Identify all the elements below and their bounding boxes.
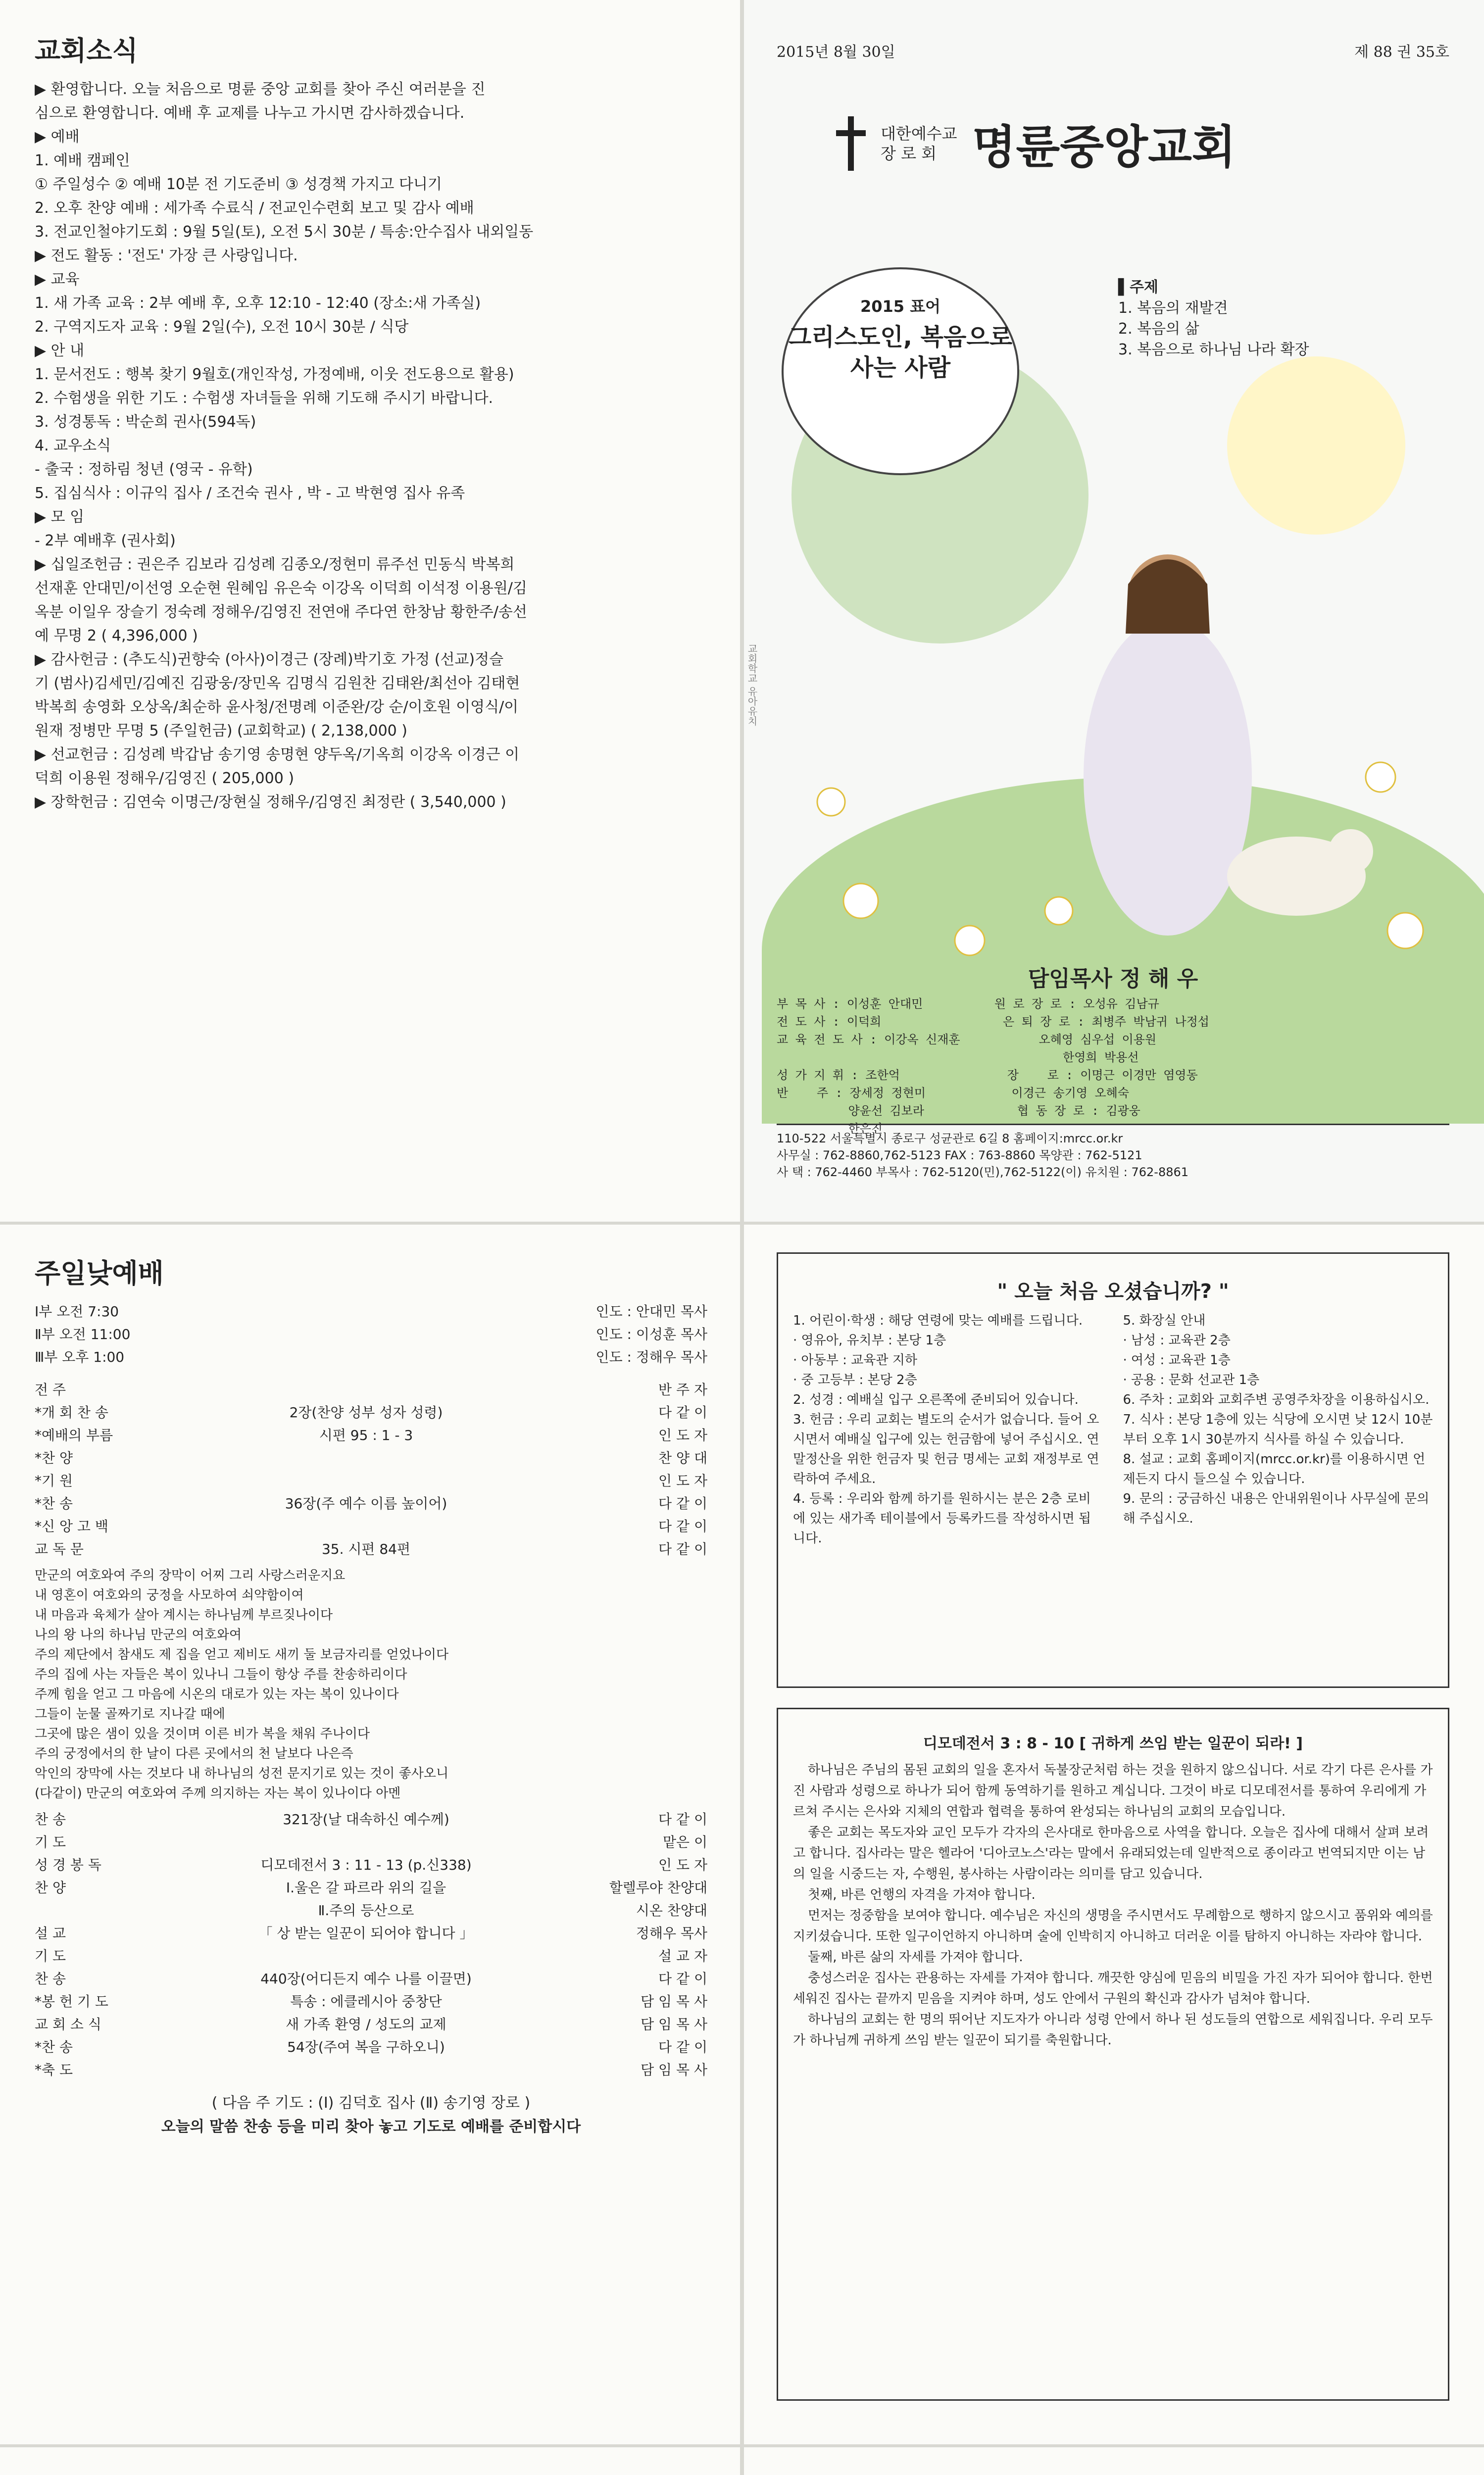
service-times xyxy=(35,1300,707,1369)
news-line: ▶ 모 임 xyxy=(35,508,85,526)
welcome-item: 6. 주차 : 교회와 교회주변 공영주차장을 이용하십시오. xyxy=(1123,1392,1430,1407)
order-row xyxy=(35,2036,707,2059)
fold-line xyxy=(740,0,744,2475)
service-leader: 인도 : 정해우 목사 xyxy=(595,1349,707,1365)
order-row xyxy=(35,1968,707,1990)
news-line: ▶ 선교헌금 : 김성례 박갑남 송기영 송명현 양두옥/기옥희 이강옥 이경근 이 xyxy=(35,746,520,763)
order-item: 설 교 xyxy=(35,1925,66,1941)
order-leader: 설 교 자 xyxy=(658,1948,707,1964)
reading-line: 주의 집에 사는 자들은 복이 있나니 그들이 항상 주를 찬송하리이다 xyxy=(35,1667,407,1682)
order-row xyxy=(35,1990,707,2013)
sunday-service-panel xyxy=(0,1223,742,2445)
order-content xyxy=(144,1379,589,1401)
order-item: 성 경 봉 독 xyxy=(35,1857,101,1873)
reading-line: 그곳에 많은 샘이 있을 것이며 이른 비가 복을 채워 주나이다 xyxy=(35,1727,370,1741)
theme-1: 1. 복음의 재발견 xyxy=(1118,299,1228,317)
order-row xyxy=(35,1831,707,1854)
order-leader: 인 도 자 xyxy=(658,1473,707,1489)
order-item: *찬 송 xyxy=(35,2039,73,2055)
order-content: 35. 시편 84편 xyxy=(321,1541,411,1557)
staff-line: 전 도 사 : 이덕희 은 퇴 장 로 : 최병주 박남귀 나정섭 xyxy=(777,1015,1209,1029)
order-row xyxy=(35,2013,707,2036)
order-content: 시편 95 : 1 - 3 xyxy=(319,1427,413,1443)
news-line: 1. 문서전도 : 행복 찾기 9월호(개인작성, 가정예배, 이웃 전도용으로 활용) xyxy=(35,366,514,383)
welcome-item: 5. 화장실 안내 xyxy=(1123,1313,1206,1328)
welcome-item: 8. 설교 : 교회 홈페이지(mrcc.or.kr)를 이용하시면 언제든지 다시 들으실 수 있습니다. xyxy=(1123,1452,1426,1486)
news-line: 옥분 이일우 장슬기 정숙례 정해우/김영진 전연애 주다연 한창남 황한주/송선 xyxy=(35,603,527,621)
order-row xyxy=(35,2059,707,2081)
order-content: 새 가족 환영 / 성도의 교제 xyxy=(286,2016,446,2032)
order-leader: 맡은 이 xyxy=(662,1834,707,1850)
order-leader: 다 같 이 xyxy=(658,1495,707,1512)
order-row xyxy=(35,1538,707,1561)
denomination-2: 장 로 회 xyxy=(881,144,937,163)
order-row xyxy=(35,1379,707,1401)
order-content: 디모데전서 3 : 11 - 13 (p.신338) xyxy=(260,1857,472,1873)
motto-text: 그리스도인, 복음으로 사는 사람 xyxy=(788,323,1013,382)
order-content xyxy=(144,1945,589,1968)
news-line: - 2부 예배후 (권사회) xyxy=(35,532,176,549)
order-content xyxy=(144,2059,589,2081)
order-item: 기 도 xyxy=(35,1948,66,1964)
sermon-title: 디모데전서 3 : 8 - 10 [ 귀하게 쓰임 받는 일꾼이 되라! ] xyxy=(923,1735,1303,1752)
welcome-item: 2. 성경 : 예배실 입구 오른쪽에 준비되어 있습니다. xyxy=(793,1392,1079,1407)
reading-line: 악인의 장막에 사는 것보다 내 하나님의 성전 문지기로 있는 것이 좋사오니 xyxy=(35,1766,449,1781)
reading-line: 그들이 눈물 골짜기로 지나갈 때에 xyxy=(35,1707,225,1722)
order-row xyxy=(35,1877,707,1899)
fold-line-h2 xyxy=(0,2444,1484,2447)
next-week-prayer: ( 다음 주 기도 : (Ⅰ) 김덕호 집사 (Ⅱ) 송기영 장로 ) xyxy=(211,2094,531,2112)
order-item: *축 도 xyxy=(35,2062,73,2078)
motto-year: 2015 표어 xyxy=(860,297,941,316)
order-row xyxy=(35,1424,707,1447)
order-row xyxy=(35,1945,707,1968)
themes-list xyxy=(1118,277,1309,360)
themes-title: ▌주제 xyxy=(1118,279,1159,296)
order-row xyxy=(35,1447,707,1470)
news-line: 4. 교우소식 xyxy=(35,437,111,454)
news-panel xyxy=(0,0,742,1223)
staff-line: 성 가 지 휘 : 조한억 장 로 : 이명근 이경만 염영동 xyxy=(777,1068,1198,1082)
spacer xyxy=(144,1323,549,1346)
order-leader: 담 임 목 사 xyxy=(641,2016,707,2032)
denomination-1: 대한예수교 xyxy=(881,124,957,143)
order-item: 찬 양 xyxy=(35,1880,66,1896)
order-leader: 다 같 이 xyxy=(658,2039,707,2055)
welcome-item: 1. 어린이·학생 : 해당 연령에 맞는 예배를 드립니다. xyxy=(793,1313,1083,1328)
order-item: 기 도 xyxy=(35,1834,66,1850)
service-time-row xyxy=(35,1346,707,1369)
service-leader: 인도 : 이성훈 목사 xyxy=(595,1326,707,1342)
sermon-paragraph: 먼저는 정중함을 보여야 합니다. 예수님은 자신의 생명을 주시면서도 무례함으로 행하지 않으시고 품위와 예의를 지키셨습니다. 또한 일구이언하지 아니하며 술에 인박히지 아니하고 더러운 이를 탐하지 아니하는 자라야 합니다. xyxy=(793,1908,1433,1944)
contact-info xyxy=(777,1124,1449,1181)
welcome-panel xyxy=(742,1223,1484,2445)
service-time-row xyxy=(35,1323,707,1346)
news-line: 3. 전교인철야기도회 : 9월 5일(토), 오전 5시 30분 / 특송:안수집사 내외일동 xyxy=(35,223,534,241)
reading-line: (다같이) 만군의 여호와여 주께 의지하는 자는 복이 있나이다 아멘 xyxy=(35,1786,401,1801)
news-line: ① 주일성수 ② 예배 10분 전 기도준비 ③ 성경책 가지고 다니기 xyxy=(35,176,442,193)
spacer xyxy=(144,1346,549,1369)
order-item: *신 앙 고 백 xyxy=(35,1518,108,1534)
sermon-paragraph: 하나님의 교회는 한 명의 뛰어난 지도자가 아니라 성령 안에서 하나 된 성도들의 연합으로 세워집니다. 우리 모두가 하나님께 귀하게 쓰임 받는 일꾼이 되기를 축원합니다. xyxy=(793,2012,1433,2048)
news-line: - 출국 : 정하림 청년 (영국 - 유학) xyxy=(35,461,253,478)
order-item: *찬 양 xyxy=(35,1450,73,1466)
order-item: 전 주 xyxy=(35,1382,66,1398)
order-leader: 다 같 이 xyxy=(658,1404,707,1421)
welcome-item: 7. 식사 : 본당 1층에 있는 식당에 오시면 낮 12시 10분부터 오후 1시 30분까지 식사를 하실 수 있습니다. xyxy=(1123,1412,1433,1447)
church-name: 명륜중앙교회 xyxy=(972,120,1236,174)
order-item: 찬 송 xyxy=(35,1971,66,1987)
order-content xyxy=(144,1515,589,1538)
order-leader: 정해우 목사 xyxy=(636,1925,707,1941)
theme-2: 2. 복음의 삶 xyxy=(1118,320,1199,338)
service-order-2 xyxy=(35,1808,707,2081)
welcome-item: · 중 고등부 : 본당 2층 xyxy=(793,1373,917,1387)
order-leader: 다 같 이 xyxy=(658,1811,707,1828)
news-line: 기 (범사)김세민/김예진 김광웅/장민옥 김명식 김원찬 김태완/최선아 김태현 xyxy=(35,675,520,692)
order-leader: 다 같 이 xyxy=(658,1518,707,1534)
welcome-item: · 남성 : 교육관 2층 xyxy=(1123,1333,1231,1348)
order-content xyxy=(144,1470,589,1492)
order-item: 찬 송 xyxy=(35,1811,66,1828)
staff-list xyxy=(777,966,1449,1138)
news-line: 1. 새 가족 교육 : 2부 예배 후, 오후 12:10 - 12:40 (장소:새 가족실) xyxy=(35,295,481,312)
sermon-paragraph: 둘째, 바른 삶의 자세를 가져야 합니다. xyxy=(808,1950,1023,1965)
news-line: 덕희 이용원 정해우/김영진 ( 205,000 ) xyxy=(35,770,295,787)
senior-pastor: 담임목사 정 해 우 xyxy=(1028,966,1198,991)
sermon-paragraph: 첫째, 바른 언행의 자격을 가져야 합니다. xyxy=(808,1887,1036,1902)
news-line: ▶ 장학헌금 : 김연숙 이명근/장현실 정해우/김영진 최정란 ( 3,540,000 ) xyxy=(35,793,506,811)
news-line: ▶ 전도 활동 : '전도' 가장 큰 사랑입니다. xyxy=(35,247,298,264)
order-content xyxy=(144,1831,589,1854)
order-leader: 다 같 이 xyxy=(658,1541,707,1557)
reading-line: 주의 궁정에서의 한 날이 다른 곳에서의 천 날보다 나은즉 xyxy=(35,1746,353,1761)
welcome-item: · 영유아, 유치부 : 본당 1층 xyxy=(793,1333,946,1348)
order-leader: 찬 양 대 xyxy=(658,1450,707,1466)
welcome-item: · 여성 : 교육관 1층 xyxy=(1123,1353,1231,1368)
order-content: 36장(주 예수 이름 높이어) xyxy=(285,1495,447,1512)
news-line: 2. 수험생을 위한 기도 : 수험생 자녀들을 위해 기도해 주시기 바랍니다. xyxy=(35,390,494,407)
order-row xyxy=(35,1808,707,1831)
reading-line: 만군의 여호와여 주의 장막이 어찌 그리 사랑스러운지요 xyxy=(35,1568,346,1583)
reading-line: 나의 왕 나의 하나님 만군의 여호와여 xyxy=(35,1628,242,1642)
order-leader: 반 주 자 xyxy=(658,1382,707,1398)
reading-line: 주께 힘을 얻고 그 마음에 시온의 대로가 있는 자는 복이 있나이다 xyxy=(35,1687,399,1702)
motto-badge xyxy=(782,267,1019,475)
reading-line: 내 마음과 육체가 살아 계시는 하나님께 부르짖나이다 xyxy=(35,1608,333,1623)
order-item: *찬 송 xyxy=(35,1495,73,1512)
welcome-item: 9. 문의 : 궁금하신 내용은 안내위원이나 사무실에 문의해 주십시오. xyxy=(1123,1491,1430,1526)
evening-panel xyxy=(0,2445,742,2475)
welcome-item: · 아동부 : 교육관 지하 xyxy=(793,1353,918,1368)
service-order xyxy=(35,1379,707,1561)
order-leader: 다 같 이 xyxy=(658,1971,707,1987)
news-line: 3. 성경통독 : 박순희 권사(594독) xyxy=(35,413,256,431)
order-item: *개 회 찬 송 xyxy=(35,1404,108,1421)
news-title: 교회소식 xyxy=(35,35,138,66)
order-content: 특송 : 에클레시아 중창단 xyxy=(290,1993,442,2010)
staff-line: 교 육 전 도 사 : 이강옥 신재훈 오혜영 심우섭 이용원 xyxy=(777,1033,1157,1046)
order-item: 교 독 문 xyxy=(35,1541,84,1557)
sermon-paragraph: 좋은 교회는 목도자와 교인 모두가 각자의 은사대로 한마음으로 사역을 합니다. 오늘은 집사에 대해서 살펴 보려고 합니다. 집사라는 말은 헬라어 '디아코노스'라는 말에서 유래되었는데 일반적으로 종이라고 번역되지만 이는 남의 일을 시중드는 자, 수행원, 봉사하는 사람이라는 의미를 담고 있습니다. xyxy=(793,1825,1429,1881)
order-content: Ⅱ.주의 등산으로 xyxy=(318,1902,414,1919)
news-line: ▶ 안 내 xyxy=(35,342,85,359)
order-leader: 담 임 목 사 xyxy=(641,2062,707,2078)
welcome-item: · 공용 : 문화 선교관 1층 xyxy=(1123,1373,1260,1387)
order-row xyxy=(35,1470,707,1492)
theme-3: 3. 복음으로 하나님 나라 확장 xyxy=(1118,341,1309,358)
order-content: 2장(찬양 성부 성자 성령) xyxy=(289,1404,443,1421)
sermon-paragraph: 충성스러운 집사는 관용하는 자세를 가져야 합니다. 깨끗한 양심에 믿음의 비밀을 가진 자가 되어야 합니다. 한번 세워진 집사는 끝까지 믿음을 지켜야 하며, 성도 안에서 구원의 확신과 감사가 넘쳐야 합니다. xyxy=(793,1971,1433,2006)
order-row xyxy=(35,1854,707,1877)
order-leader: 할렐루야 찬양대 xyxy=(609,1880,707,1896)
issue-header xyxy=(777,40,1449,61)
service-leader: 인도 : 안대민 목사 xyxy=(595,1303,707,1320)
sermon-paragraph: 하나님은 주님의 몸된 교회의 일을 혼자서 독불장군처럼 하는 것을 원하지 않으십니다. 서로 각기 다른 은사를 가진 사람과 성령으로 하나가 되어 함께 동역하기를 원하고 계십니다. 그것이 바로 디모데전서를 통하여 우리에게 가르쳐 주시는 은사와 지체의 연합과 협력을 통하여 완성되는 하나님의 교회의 모습입니다. xyxy=(793,1763,1433,1819)
service-part: Ⅰ부 오전 7:30 xyxy=(35,1303,119,1320)
order-row xyxy=(35,1401,707,1424)
order-content: 321장(날 대속하신 예수께) xyxy=(283,1811,449,1828)
news-line: 2. 구역지도자 교육 : 9월 2일(수), 오전 10시 30분 / 식당 xyxy=(35,318,409,336)
cover-panel xyxy=(742,0,1484,1223)
reading-line: 주의 제단에서 참새도 제 집을 얻고 제비도 새끼 둘 보금자리를 얻었나이다 xyxy=(35,1647,449,1662)
order-row xyxy=(35,1922,707,1945)
service-title: 주일낮예배 xyxy=(35,1258,164,1289)
order-item xyxy=(35,1899,144,1922)
responsive-reading xyxy=(35,1566,707,1803)
news-line: ▶ 환영합니다. 오늘 처음으로 명륜 중앙 교회를 찾아 주신 여러분을 진 xyxy=(35,81,486,98)
welcome-box xyxy=(777,1252,1449,1688)
staff-line: 반 주 : 장세정 정현미 이경근 송기영 오혜숙 xyxy=(777,1086,1130,1100)
order-content: 54장(주여 복을 구하오니) xyxy=(287,2039,445,2055)
news-list xyxy=(35,78,707,814)
order-content: 440장(어디든지 예수 나를 이끌면) xyxy=(260,1971,472,1987)
order-item: 교 회 소 식 xyxy=(35,2016,101,2032)
welcome-item: 3. 헌금 : 우리 교회는 별도의 순서가 없습니다. 들어 오시면서 예배실 입구에 있는 헌금함에 넣어 주십시오. 연말정산을 위한 헌금자 및 헌금 명세는 교회 재정부로 연락하여 주세요. xyxy=(793,1412,1099,1486)
staff-line: 양윤선 김보라 협 동 장 로 : 김광웅 xyxy=(777,1104,1140,1118)
news-line: ▶ 예배 xyxy=(35,128,80,146)
news-line: 선재훈 안대민/이선영 오순현 원혜임 유은숙 이강옥 이덕희 이석정 이용원/김 xyxy=(35,580,527,597)
issue-volume: 제 88 권 35호 xyxy=(1354,44,1449,61)
order-item: *봉 헌 기 도 xyxy=(35,1993,108,2010)
order-item: *예배의 부름 xyxy=(35,1427,113,1443)
spacer xyxy=(144,1300,549,1323)
service-part: Ⅱ부 오전 11:00 xyxy=(35,1326,131,1342)
service-time-row xyxy=(35,1300,707,1323)
news-line: 5. 집심식사 : 이규익 집사 / 조건숙 권사 , 박 - 고 박현영 집사 유족 xyxy=(35,485,465,502)
address: 110-522 서울특별시 종로구 성균관로 6길 8 홈페이지:mrcc.or.kr xyxy=(777,1132,1123,1145)
news-line: 심으로 환영합니다. 예배 후 교제를 나누고 가시면 감사하겠습니다. xyxy=(35,104,465,122)
news-line: 박복희 송영화 오상옥/최순하 윤사청/전명례 이준완/강 순/이호원 이영식/이 xyxy=(35,698,519,716)
news-line: 원재 정병만 무명 5 (주일헌금) (교회학교) ( 2,138,000 ) xyxy=(35,722,407,740)
order-leader: 인 도 자 xyxy=(658,1857,707,1873)
order-leader: 담 임 목 사 xyxy=(641,1993,707,2010)
news-line: 2. 오후 찬양 예배 : 세가족 수료식 / 전교인수련회 보고 및 감사 예배 xyxy=(35,199,474,217)
news-line: 예 무명 2 ( 4,396,000 ) xyxy=(35,627,198,644)
service-part: Ⅲ부 오후 1:00 xyxy=(35,1349,125,1365)
order-row xyxy=(35,1899,707,1922)
order-row xyxy=(35,1515,707,1538)
order-row xyxy=(35,1492,707,1515)
order-content: 「 상 받는 일꾼이 되어야 합니다 」 xyxy=(258,1925,474,1941)
staff-line: 한은진 xyxy=(777,1122,883,1136)
phones: 사무실 : 762-8860,762-5123 FAX : 763-8860 목양관 : 762-5121 xyxy=(777,1148,1142,1162)
sermon-box xyxy=(777,1708,1449,2401)
fold-line-h1 xyxy=(0,1222,1484,1225)
order-item: *기 원 xyxy=(35,1473,73,1489)
welcome-item: 4. 등록 : 우리와 함께 하기를 원하시는 분은 2층 로비에 있는 새가족 테이블에서 등록카드를 작성하시면 됩니다. xyxy=(793,1491,1091,1546)
phones-2: 사 택 : 762-4460 부목사 : 762-5120(민),762-5122(이) 유치원 : 762-8861 xyxy=(777,1165,1189,1179)
news-line: ▶ 감사헌금 : (추도식)귄향숙 (아사)이경근 (장례)박기호 가정 (선교)정슬 xyxy=(35,651,504,668)
order-leader: 시온 찬양대 xyxy=(636,1902,707,1919)
order-content xyxy=(144,1447,589,1470)
staff-line: 한영희 박용선 xyxy=(777,1050,1139,1064)
calendar-panel xyxy=(742,2445,1484,2475)
reading-line: 내 영혼이 여호와의 궁정을 사모하여 쇠약함이여 xyxy=(35,1588,304,1603)
staff-line: 부 목 사 : 이성훈 안대민 원 로 장 로 : 오성유 김남규 xyxy=(777,997,1159,1011)
news-line: ▶ 교육 xyxy=(35,271,80,288)
order-leader: 인 도 자 xyxy=(658,1427,707,1443)
issue-date: 2015년 8월 30일 xyxy=(777,44,895,61)
side-note: 교회학교 유아유치 xyxy=(746,644,758,726)
news-line: 1. 예배 캠페인 xyxy=(35,152,130,169)
news-line: ▶ 십일조헌금 : 권은주 김보라 김성례 김종오/정현미 류주선 민동식 박복희 xyxy=(35,556,515,573)
welcome-title: " 오늘 처음 오셨습니까? " xyxy=(997,1280,1229,1303)
service-footer: 오늘의 말씀 찬송 등을 미리 찾아 놓고 기도로 예배를 준비합시다 xyxy=(161,2118,581,2135)
order-content: Ⅰ.울은 갈 파르라 위의 길을 xyxy=(286,1880,446,1896)
